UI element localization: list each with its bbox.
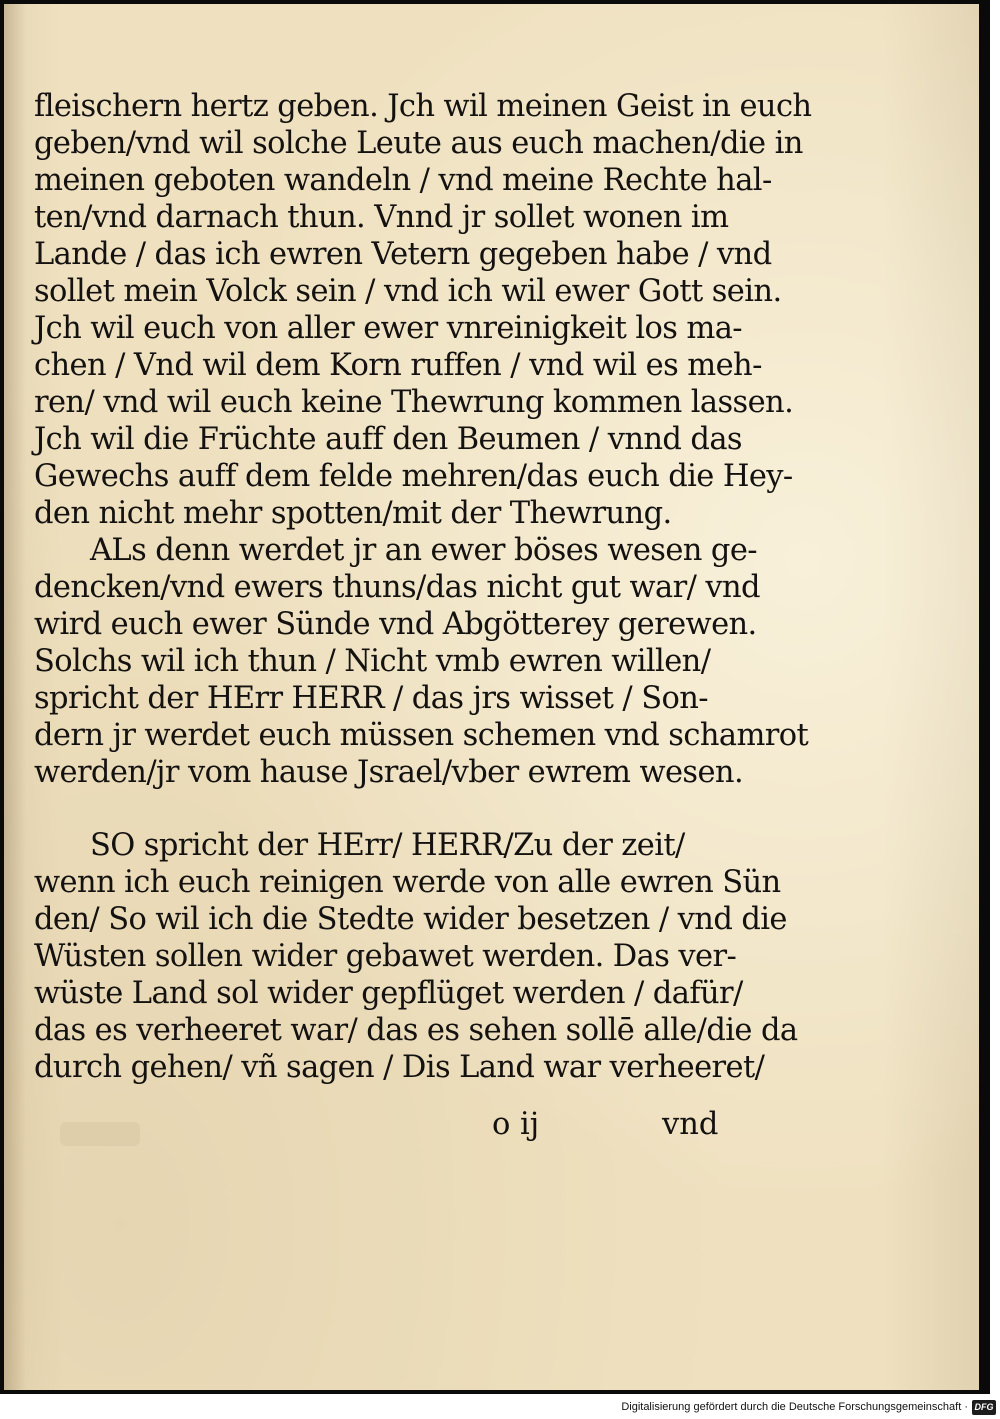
text-line: durch gehen/ vñ sagen / Dis Land war verheeret/	[34, 1050, 765, 1085]
text-line: chen / Vnd wil dem Korn ruffen / vnd wil es meh-	[34, 348, 762, 383]
text-line: geben/vnd wil solche Leute aus euch machen/die in	[34, 126, 803, 161]
text-line: werden/jr vom hause Jsrael/vber ewrem wesen.	[34, 755, 744, 790]
text-line: ren/ vnd wil euch keine Thewrung kommen lassen.	[34, 385, 794, 420]
dfg-logo-icon: DFG	[972, 1400, 996, 1415]
text-line: das es verheeret war/ das es sehen sollē alle/die da	[34, 1013, 798, 1048]
body-text	[34, 88, 812, 1086]
catchword: vnd	[662, 1107, 719, 1142]
text-line: wüste Land sol wider gepflüget werden / dafür/	[34, 976, 743, 1011]
text-line: Solchs wil ich thun / Nicht vmb ewren willen/	[34, 644, 711, 679]
text-line: den/ So wil ich die Stedte wider besetzen / vnd die	[34, 902, 787, 937]
paragraph-start-line: SO spricht der HErr/ HERR/Zu der zeit/	[90, 828, 685, 863]
text-line: dencken/vnd ewers thuns/das nicht gut war/ vnd	[34, 570, 760, 605]
text-line: Lande / das ich ewren Vetern gegeben habe / vnd	[34, 237, 772, 272]
digitization-footer	[621, 1398, 996, 1416]
text-line: ten/vnd darnach thun. Vnnd jr sollet wonen im	[34, 200, 729, 235]
text-line: den nicht mehr spotten/mit der Thewrung.	[34, 496, 672, 531]
text-line: Wüsten sollen wider gebawet werden. Das ver-	[34, 939, 737, 974]
text-line: Jch wil euch von aller ewer vnreinigkeit los ma-	[34, 311, 742, 346]
paragraph-gap	[34, 791, 724, 827]
paragraph-start-line: ALs denn werdet jr an ewer böses wesen ge-	[90, 533, 757, 568]
page-gutter-shadow	[4, 4, 26, 1390]
funding-credit: Digitalisierung gefördert durch die Deutsche Forschungsgemeinschaft ·	[621, 1401, 968, 1413]
text-line: wenn ich euch reinigen werde von alle ewren Sün	[34, 865, 781, 900]
text-line: wird euch ewer Sünde vnd Abgötterey gerewen.	[34, 607, 757, 642]
catchword-line	[0, 1106, 720, 1143]
text-line: sollet mein Volck sein / vnd ich wil ewer Gott sein.	[34, 274, 782, 309]
text-line: spricht der HErr HERR / das jrs wisset / Son-	[34, 681, 708, 716]
text-line: fleischern hertz geben. Jch wil meinen Geist in euch	[34, 89, 812, 124]
text-line: Jch wil die Früchte auff den Beumen / vnnd das	[34, 422, 742, 457]
text-line: Gewechs auff dem felde mehren/das euch die Hey-	[34, 459, 793, 494]
signature-mark: o ij	[492, 1107, 540, 1142]
text-line: dern jr werdet euch müssen schemen vnd schamrot	[34, 718, 809, 753]
text-line: meinen geboten wandeln / vnd meine Rechte hal-	[34, 163, 772, 198]
